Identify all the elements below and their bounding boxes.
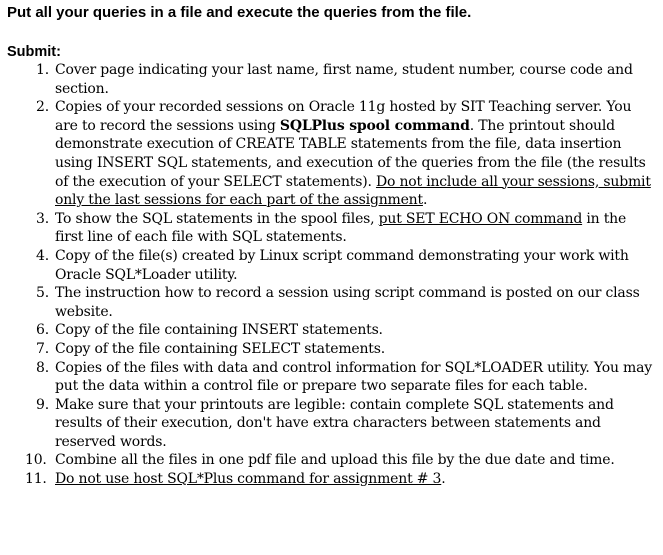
item-number: 11. [25, 471, 47, 488]
list-item [7, 98, 657, 210]
item-text: Combine all the files in one pdf file and upload this file by the due date and time. [55, 452, 615, 469]
page-heading: Put all your queries in a file and execute the queries from the file. [7, 4, 472, 21]
item-text: Copies of the files with data and control information for SQL*LOADER utility. You may put the data within a control file or prepare two separate files for each table. [55, 359, 652, 395]
list-item [7, 396, 657, 452]
item-text: Copy of the file containing SELECT statements. [55, 340, 385, 357]
item-underlined-text: Do not use host SQL*Plus command for assignment # 3 [55, 471, 442, 488]
list-item [7, 321, 657, 340]
item-text: in the first line of each file with SQL statements. [55, 210, 627, 246]
list-item [7, 340, 657, 359]
item-number: 3. [36, 210, 49, 227]
item-underlined-text: Do not include all your sessions, submit only the last sessions for each part of the assignment [55, 173, 651, 209]
item-number: 4. [36, 247, 49, 264]
item-number: 8. [36, 359, 49, 376]
item-text: . [422, 192, 428, 209]
item-text: Copy of the file containing INSERT statements. [55, 322, 383, 339]
item-number: 2. [36, 99, 49, 116]
item-underlined-text: put SET ECHO ON command [378, 210, 583, 227]
list-item [7, 210, 657, 247]
submit-label: Submit: [7, 44, 61, 60]
item-text: . The printout should demonstrate execution of CREATE TABLE statements from the file, data insertion using INSERT SQL statements, and execution of the queries from the file (the results of the execution of your SELECT statements). [55, 117, 646, 190]
item-text: Copies of your recorded sessions on Oracle 11g hosted by SIT Teaching server. You are to record the sessions using [55, 99, 632, 134]
item-text: . [441, 471, 446, 488]
list-item [7, 359, 657, 396]
submit-list [7, 61, 657, 489]
item-number: 5. [36, 285, 49, 302]
item-bold-text: SQLPlus spool command [279, 117, 470, 134]
item-number: 6. [36, 322, 49, 339]
list-item [7, 284, 657, 321]
item-text: Make sure that your printouts are legible: contain complete SQL statements and results of their execution, don't have extra characters between statements and reserved words. [55, 396, 614, 450]
item-number: 10. [25, 452, 47, 469]
item-text: To show the SQL statements in the spool files, [55, 210, 379, 227]
item-text: Copy of the file(s) created by Linux script command demonstrating your work with Oracle SQL*Loader utility. [55, 247, 629, 283]
item-text: The instruction how to record a session using script command is posted on our class website. [55, 285, 640, 320]
document-page [7, 4, 657, 489]
list-item [7, 470, 657, 489]
list-item [7, 451, 657, 470]
list-item [7, 61, 657, 98]
item-number: 7. [36, 340, 49, 357]
item-text: Cover page indicating your last name, first name, student number, course code and section. [55, 62, 633, 97]
list-item [7, 247, 657, 284]
item-number: 9. [36, 396, 49, 413]
item-number: 1. [36, 62, 49, 78]
